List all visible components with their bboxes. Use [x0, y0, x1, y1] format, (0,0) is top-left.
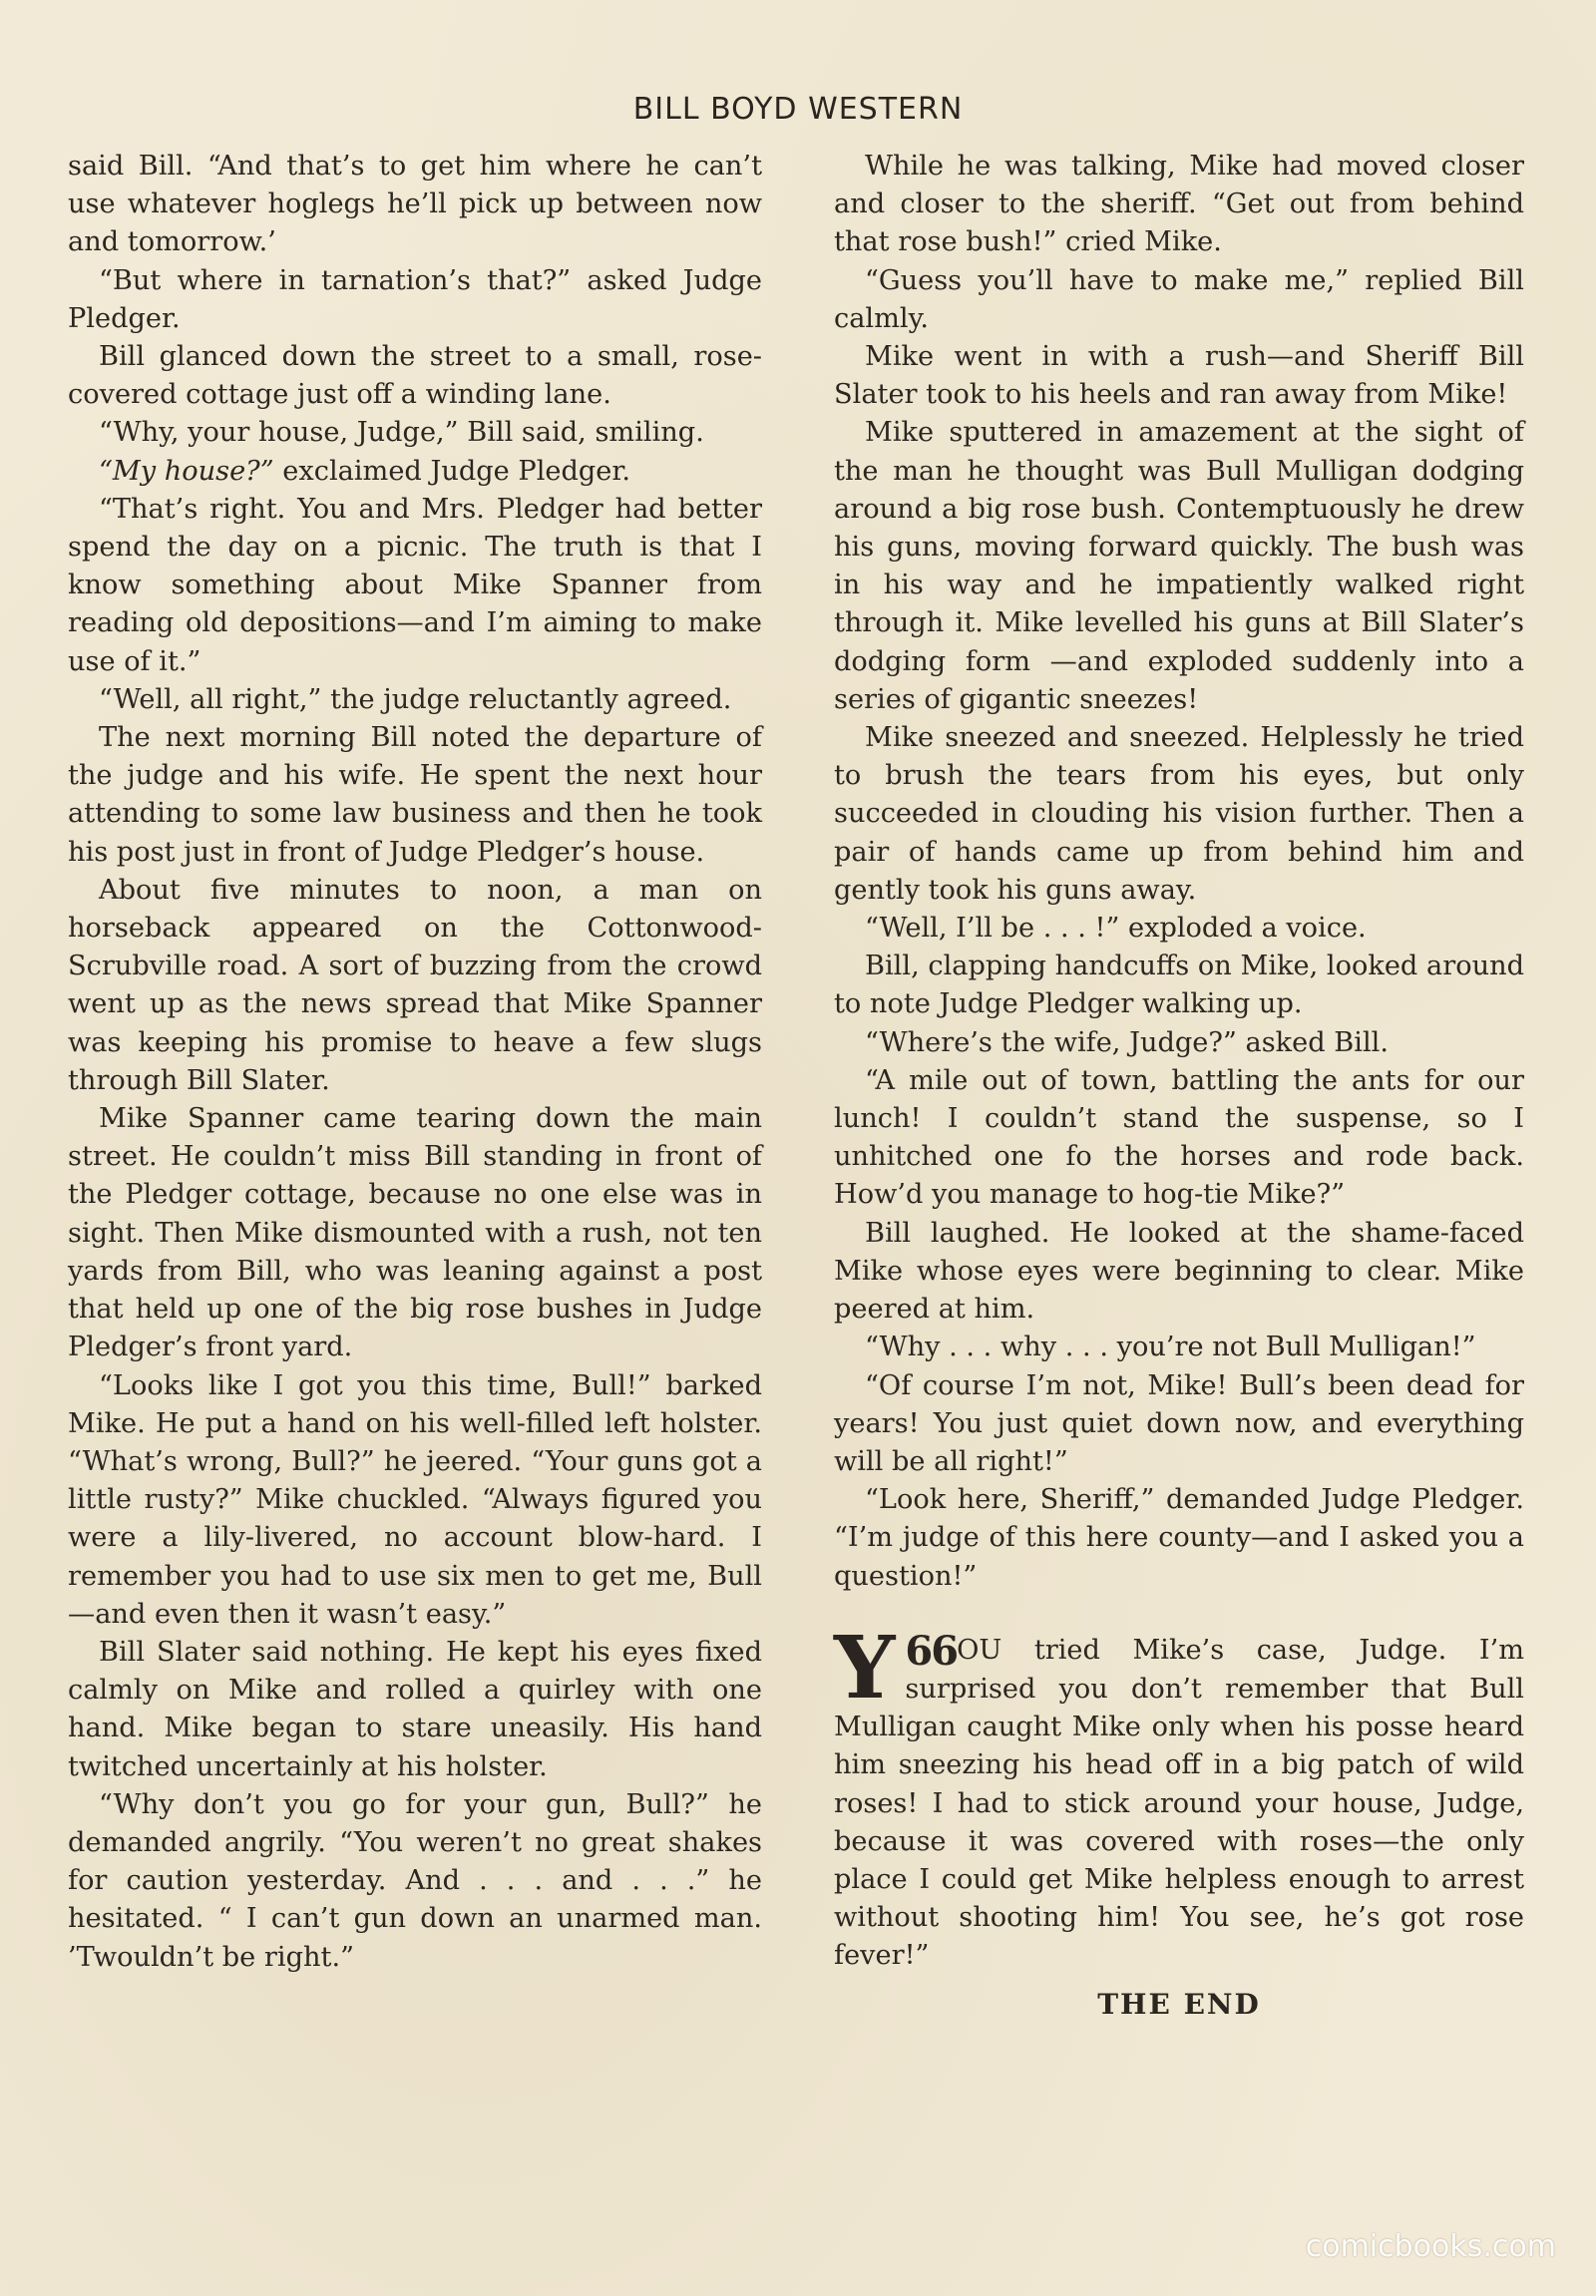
watermark: comicbooks.com — [1305, 2229, 1556, 2264]
paragraph: “Well, all right,” the judge reluctantly agreed. — [99, 683, 732, 715]
paragraph: Bill laughed. He looked at the shame-faced Mike whose eyes were beginning to clear. Mike peered at him. — [834, 1217, 1524, 1326]
paragraph: Bill glanced down the street to a small, rose-covered cottage just off a winding lane. — [68, 341, 762, 411]
right-column — [834, 148, 1524, 2024]
paragraph: While he was talking, Mike had moved closer and closer to the sheriff. “Get out from behind that rose bush!” cried Mike. — [834, 151, 1524, 258]
paragraph: “Of course I’m not, Mike! Bull’s been dead for years! You just quiet down now, and everything will be all right!” — [834, 1369, 1524, 1477]
paragraph: Mike Spanner came tearing down the main street. He couldn’t miss Bill standing in front of the Pledger cottage, because no one else was in sight. Then Mike dismounted with a rush, not ten yards from Bill, who was leaning against a post that held up one of the big rose bushes in Judge Pledger’s front yard. — [68, 1103, 762, 1363]
paragraph: Mike went in with a rush—and Sheriff Bill Slater took to his heels and ran away from Mike! — [834, 341, 1524, 411]
paragraph: “My house?” exclaimed Judge Pledger. — [99, 455, 631, 487]
paragraph: “Why don’t you go for your gun, Bull?” he demanded angrily. “You weren’t no great shakes for caution yesterday. And . . . and . . .” he hesitated. “ I can’t gun down an unarmed man. ’Twouldn’t be right.” — [68, 1788, 762, 1973]
paragraph: “Looks like I got you this time, Bull!” barked Mike. He put a hand on his well-filled left holster. “What’s wrong, Bull?” he jeered. “Your guns got a little rusty?” Mike chuckled. “Always figured you were a lily-livered, no account blow-hard. I remember you had to use six men to get me, Bull—and even then it wasn’t easy.” — [68, 1369, 762, 1630]
paragraph: “Look here, Sheriff,” demanded Judge Pledger. “I’m judge of this here county—and I asked you a question!” — [834, 1484, 1524, 1592]
paragraph: said Bill. “And that’s to get him where he can’t use whatever hoglegs he’ll pick up between now and tomorrow.’ — [68, 151, 762, 258]
paragraph: “A mile out of town, battling the ants for our lunch! I couldn’t stand the suspense, so I unhitched one fo the horses and rode back. How’d you manage to hog-tie Mike?” — [834, 1064, 1524, 1211]
paragraph: “Where’s the wife, Judge?” asked Bill. — [865, 1026, 1389, 1058]
paragraph: “Well, I’ll be . . . !” exploded a voice. — [865, 913, 1367, 945]
page-header: BILL BOYD WESTERN — [632, 92, 964, 127]
left-column — [68, 148, 762, 1977]
paragraph: Bill Slater said nothing. He kept his eyes fixed calmly on Mike and rolled a quirley with one hand. Mike began to stare uneasily. His hand twitched uncertainly at his holster. — [68, 1636, 762, 1782]
paragraph: “That’s right. You and Mrs. Pledger had better spend the day on a picnic. The truth is that I know something about Mike Spanner from reading old depositions—and I’m aiming to make use of it.” — [68, 493, 762, 677]
the-end-label: THE END — [1097, 1987, 1261, 2021]
opening-quote-mark: 66 — [905, 1627, 958, 1675]
paragraph: “Why, your house, Judge,” Bill said, smiling. — [99, 417, 704, 449]
paragraph: “But where in tarnation’s that?” asked Judge Pledger. — [68, 264, 762, 334]
paragraph: Mike sneezed and sneezed. Helplessly he tried to brush the tears from his eyes, but only succeeded in clouding his vision further. Then a pair of hands came up from behind him and gently took his guns away. — [834, 722, 1524, 906]
section-gap — [834, 1596, 1524, 1632]
emphasis: “My house?” — [99, 455, 274, 487]
paragraph: “Why . . . why . . . you’re not Bull Mulligan!” — [865, 1332, 1476, 1363]
paragraph: Bill, clapping handcuffs on Mike, looked around to note Judge Pledger walking up. — [834, 951, 1524, 1020]
drop-cap: Y — [834, 1617, 896, 1719]
final-paragraph-text: OU tried Mike’s case, Judge. I’m surprised you don’t remember that Bull Mulligan caught Mike only when his posse heard him sneezing his head off in a big patch of wild roses! I had to stick around your house, Judge, because it was covered with roses—the only place I could get Mike helpless enough to arrest without shooting him! You see, he’s got rose fever!” — [834, 1634, 1524, 1972]
paragraph: “Guess you’ll have to make me,” replied Bill calmly. — [834, 264, 1524, 334]
paragraph: Mike sputtered in amazement at the sight of the man he thought was Bull Mulligan dodging around a big rose bush. Contemptuously he drew his guns, moving forward quickly. The bush was in his way and he impatiently walked right through it. Mike levelled his guns at Bill Slater’s dodging form —and exploded suddenly into a series of gigantic sneezes! — [834, 417, 1524, 715]
paragraph: About five minutes to noon, a man on horseback appeared on the Cottonwood-Scrubville road. A sort of buzzing from the crowd went up as the news spread that Mike Spanner was keeping his promise to heave a few slugs through Bill Slater. — [68, 874, 762, 1096]
final-paragraph — [834, 1617, 1524, 1976]
paragraph: The next morning Bill noted the departure of the judge and his wife. He spent the next hour attending to some law business and then he took his post just in front of Judge Pledger’s house. — [68, 722, 762, 868]
